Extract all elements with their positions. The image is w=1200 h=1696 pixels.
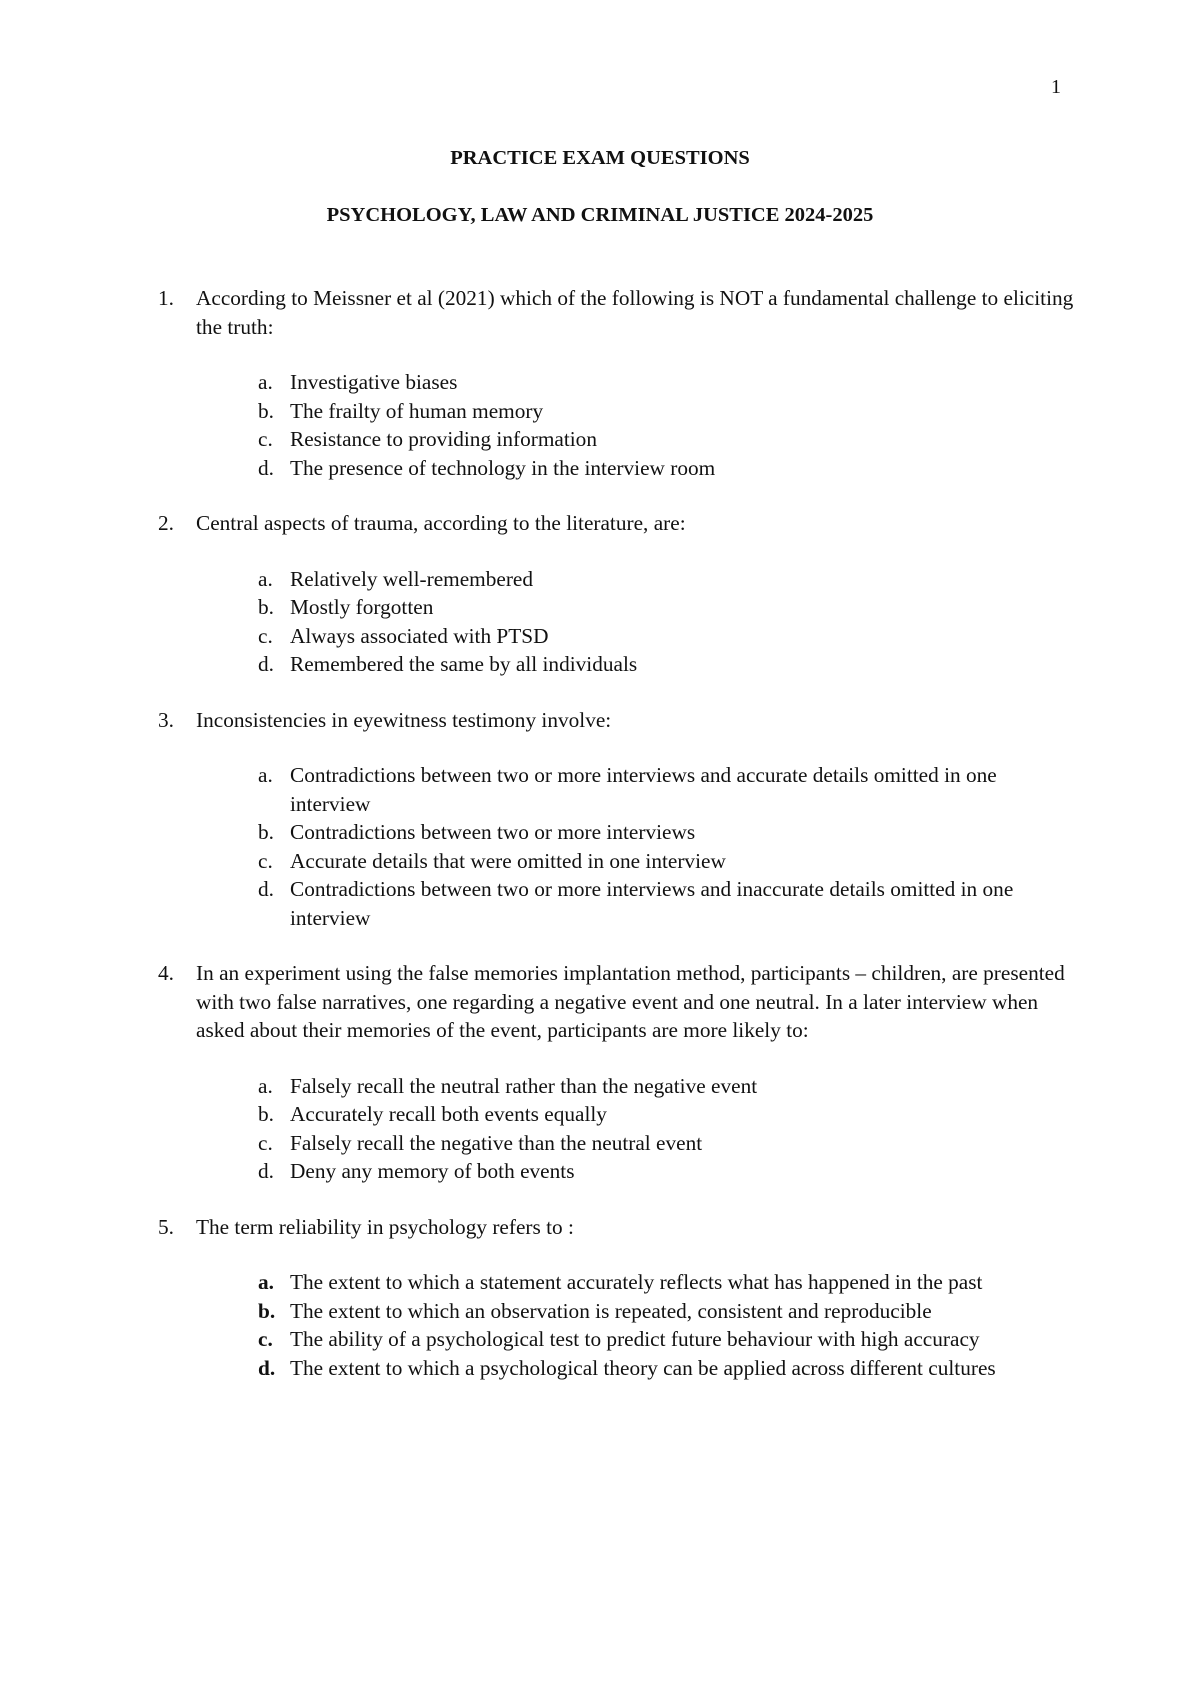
page-number: 1 (1051, 76, 1061, 98)
option-text: The ability of a psychological test to predict future behaviour with high accuracy (290, 1327, 980, 1351)
option-text: Falsely recall the negative than the neutral event (290, 1130, 703, 1155)
question-text: Central aspects of trauma, according to the literature, are: (196, 511, 686, 535)
option-text: Contradictions between two or more interviews (290, 820, 696, 844)
option-text: Resistance to providing information (290, 427, 597, 451)
question-5 (158, 1213, 1078, 1383)
option-letter: d. (258, 1355, 276, 1380)
option-b (258, 593, 1078, 622)
option-b (258, 397, 1078, 426)
option-letter: c. (258, 848, 273, 873)
option-a (258, 1268, 1078, 1297)
option-d (258, 1354, 1078, 1383)
option-text: Falsely recall the neutral rather than the negative event (290, 1073, 758, 1098)
option-letter: c. (258, 1130, 273, 1155)
option-d (258, 650, 1078, 679)
option-letter: a. (258, 763, 273, 787)
option-text: Accurate details that were omitted in one interview (290, 848, 726, 873)
option-letter: a. (258, 1073, 273, 1098)
option-letter: c. (258, 623, 273, 648)
option-letter: d. (258, 1159, 274, 1183)
option-text: Always associated with PTSD (290, 623, 549, 648)
option-letter: d. (258, 877, 274, 901)
question-number: 3. (158, 707, 174, 732)
question-list (158, 284, 1078, 1409)
option-letter: b. (258, 820, 274, 844)
question-text: According to Meissner et al (2021) which of the following is NOT a fundamental challenge to eliciting the truth: (196, 286, 1074, 339)
option-text: Contradictions between two or more interviews and accurate details omitted in one interview (290, 763, 997, 816)
option-letter: a. (258, 1270, 274, 1294)
question-1 (158, 284, 1078, 482)
option-letter: b. (258, 1298, 276, 1323)
option-text: Mostly forgotten (290, 595, 434, 619)
option-text: Investigative biases (290, 370, 458, 394)
option-c (258, 425, 1078, 454)
option-text: The frailty of human memory (290, 398, 544, 423)
option-letter: a. (258, 566, 273, 591)
option-text: The presence of technology in the interview room (290, 455, 716, 480)
option-letter: d. (258, 455, 274, 480)
question-number: 4. (158, 961, 174, 985)
option-a (258, 761, 1078, 818)
option-a (258, 1072, 1078, 1101)
option-text: Contradictions between two or more interviews and inaccurate details omitted in one interview (290, 877, 1014, 930)
document-title: PRACTICE EXAM QUESTIONS (450, 147, 750, 169)
question-text: The term reliability in psychology refers to : (196, 1214, 574, 1239)
option-list (258, 1072, 1078, 1186)
option-c (258, 847, 1078, 876)
option-a (258, 368, 1078, 397)
option-c (258, 622, 1078, 651)
option-list (258, 368, 1078, 482)
option-letter: b. (258, 595, 274, 619)
option-list (258, 1268, 1078, 1382)
option-list (258, 565, 1078, 679)
option-text: The extent to which an observation is repeated, consistent and reproducible (290, 1298, 932, 1323)
question-number: 5. (158, 1214, 174, 1239)
question-2 (158, 509, 1078, 679)
option-letter: b. (258, 1102, 274, 1126)
document-subtitle: PSYCHOLOGY, LAW AND CRIMINAL JUSTICE 2024-2025 (326, 204, 874, 226)
option-d (258, 454, 1078, 483)
question-3 (158, 706, 1078, 933)
option-d (258, 875, 1078, 932)
option-list (258, 761, 1078, 932)
option-letter: c. (258, 1327, 273, 1351)
option-a (258, 565, 1078, 594)
option-letter: a. (258, 370, 273, 394)
option-c (258, 1325, 1078, 1354)
question-4 (158, 959, 1078, 1186)
option-text: The extent to which a psychological theory can be applied across different cultures (290, 1355, 996, 1380)
option-text: Remembered the same by all individuals (290, 652, 638, 676)
option-letter: b. (258, 398, 274, 423)
option-text: Accurately recall both events equally (290, 1102, 607, 1126)
option-b (258, 818, 1078, 847)
option-c (258, 1129, 1078, 1158)
question-text: In an experiment using the false memories implantation method, participants – children, are presented with two false narratives, one regarding a negative event and one neutral. In a later interview when asked about their memories of the event, participants are more likely to: (196, 961, 1065, 1042)
question-text: Inconsistencies in eyewitness testimony involve: (196, 707, 612, 732)
option-b (258, 1297, 1078, 1326)
option-text: Deny any memory of both events (290, 1159, 575, 1183)
option-text: Relatively well-remembered (290, 566, 534, 591)
option-letter: d. (258, 652, 274, 676)
option-letter: c. (258, 427, 273, 451)
option-text: The extent to which a statement accurately reflects what has happened in the past (290, 1270, 983, 1294)
question-number: 1. (158, 286, 174, 310)
option-b (258, 1100, 1078, 1129)
question-number: 2. (158, 511, 174, 535)
option-d (258, 1157, 1078, 1186)
